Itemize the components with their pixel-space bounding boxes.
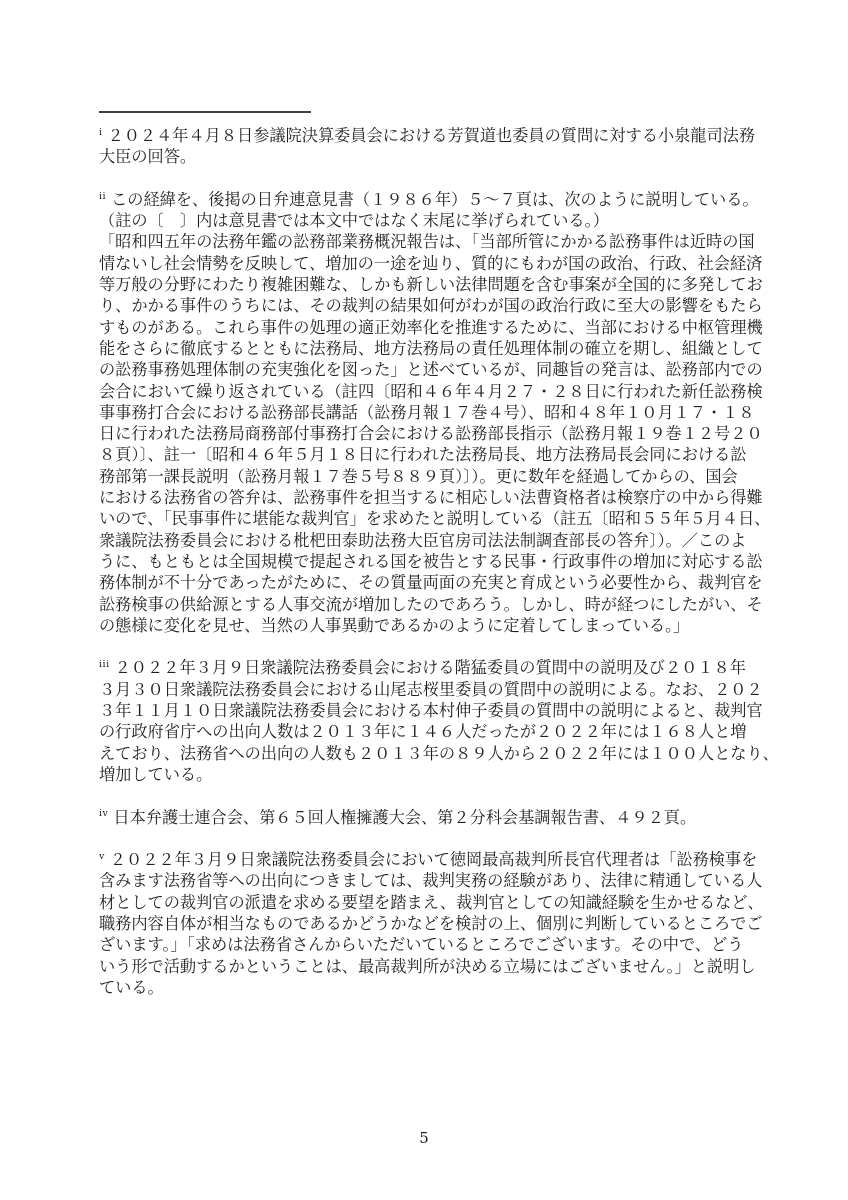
footnote-marker: iv xyxy=(99,808,109,820)
footnote-ii-line: の態様に変化を見せ、当然の人事異動であるかのように定着してしまっている。」 xyxy=(99,615,690,635)
footnote-i-line xyxy=(99,125,771,146)
footnote-v-line: ざいます。」「求めは法務省さんからいただいているところでございます。その中で、どう xyxy=(99,935,744,955)
footnote-marker: iii xyxy=(99,659,110,671)
footnotes-container xyxy=(99,125,779,998)
footnote-marker: i xyxy=(99,126,103,138)
footnote-ii-line: 能をさらに徹底するとともに法務局、地方法務局の責任処理体制の確立を期し、組織として xyxy=(99,338,763,358)
footnote-ii-line: うに、もともとは全国規模で提起される国を被告とする民事・行政事件の増加に対応する訟 xyxy=(99,551,763,571)
footnote-v-line: 職務内容自体が相当なものであるかどうかなどを検討の上、個別に判断しているところでご xyxy=(99,913,763,933)
footnote-ii-line: 衆議院法務委員会における枇杷田泰助法務大臣官房司法法制調査部長の答弁〕）。／このよ xyxy=(99,530,747,550)
footnote-text: ２０２２年３月９日衆議院法務委員会において徳岡最高裁判所長官代理者は「訟務検事を xyxy=(109,850,758,870)
footnote-ii-line: すものがある。これら事件の処理の適正効率化を推進するために、当部における中枢管理機 xyxy=(99,317,763,337)
footnote-ii-line: 事事務打合会における訟務部長講話（訟務月報１７巻４号）、昭和４８年１０月１７・１８ xyxy=(99,402,755,422)
footnote-v-line: いう形で活動するかということは、最高裁判所が決める立場にはございません。」と説明し xyxy=(99,956,756,976)
footnote-separator-rule xyxy=(99,111,311,113)
footnote-ii-line: 情ないし社会情勢を反映して、増加の一途を辿り、質的にもわが国の政治、行政、社会経済 xyxy=(99,253,763,273)
footnote-iii-line: ３月３０日衆議院法務委員会における山尾志桜里委員の質問中の説明による。なお、２０２ xyxy=(99,679,763,699)
page-number: 5 xyxy=(419,1129,429,1147)
footnote-ii-line: 訟務検事の供給源とする人事交流が増加したのであろう。しかし、時が経つにしたがい、そ xyxy=(99,594,763,614)
footnote-v-line: 含みます法務省等への出向につきましては、裁判実務の経験があり、法律に精通している人 xyxy=(99,871,763,891)
footnote-ii-line: の訟務事務処理体制の充実強化を図った」と述べているが、同趣旨の発言は、訟務部内での xyxy=(99,360,763,380)
footnote-gap xyxy=(99,828,771,849)
footnote-i-line: 大臣の回答。 xyxy=(99,147,197,167)
footnote-ii-line: 等万般の分野にわたり複雑困難な、しかも新しい法律問題を含む事案が全国的に多発してお xyxy=(99,275,763,295)
footnote-gap xyxy=(99,785,771,806)
footnote-iii-line: えており、法務省への出向の人数も２０１３年の８９人から２０２２年には１００人となり、 xyxy=(99,743,779,763)
footnote-gap xyxy=(99,636,771,657)
footnote-iii-line: ３年１１月１０日衆議院法務委員会における本村伸子委員の質問中の説明によると、裁判官 xyxy=(99,701,763,721)
footnote-text: 日本弁護士連合会、第６５回人権擁護大会、第２分科会基調報告書、４９２頁。 xyxy=(113,807,697,827)
footnote-iii-line xyxy=(99,657,771,678)
footnote-iii-line: 増加している。 xyxy=(99,764,213,784)
footnote-gap xyxy=(99,168,771,189)
footnote-ii-line: り、かかる事件のうちには、その裁判の結果如何がわが国の政治行政に至大の影響をもたら xyxy=(99,296,763,316)
footnote-ii-line: （註の〔 〕内は意見書では本文中ではなく末尾に挙げられている。） xyxy=(99,211,609,231)
footnote-ii-line: 日に行われた法務局商務部付事務打合会における訟務部長指示（訟務月報１９巻１２号２０ xyxy=(99,424,763,444)
footnote-v-line: 材としての裁判官の派遣を求める要望を踏まえ、裁判官としての知識経験を生かせるなど、 xyxy=(99,892,764,912)
footnote-ii-line: 「昭和四五年の法務年鑑の訟務部業務概況報告は、「当部所管にかかる訟務事件は近時の国 xyxy=(99,232,755,252)
footnote-v-line: ている。 xyxy=(99,977,164,997)
footnote-text: ２０２４年４月８日参議院決算委員会における芳賀道也委員の質問に対する小泉龍司法務 xyxy=(107,126,756,145)
footnote-v-line xyxy=(99,849,771,870)
footnote-ii-line: 会合において繰り返されている（註四〔昭和４６年４月２７・２８日に行われた新任訟務検 xyxy=(99,381,763,401)
footnote-ii-line: 務体制が不十分であったがために、その質量両面の充実と育成という必要性から、裁判官を xyxy=(99,573,763,593)
footnote-ii-line: 務部第一課長説明（訟務月報１７巻５号８８９頁）〕）。更に数年を経過してからの、国会 xyxy=(99,466,738,486)
footnote-ii-line: いので、「民事事件に堪能な裁判官」を求めたと説明している（註五〔昭和５５年５月４日、 xyxy=(99,509,771,529)
footnote-ii-line xyxy=(99,189,771,210)
footnote-ii-line: における法務省の答弁は、訟務事件を担当するに相応しい法曹資格者は検察庁の中から得難 xyxy=(99,488,763,508)
footnote-iv-line xyxy=(99,807,771,828)
footnote-text: ２０２２年３月９日衆議院法務委員会における階猛委員の質問中の説明及び２０１８年 xyxy=(114,658,746,678)
footnote-marker: v xyxy=(99,850,105,862)
footnote-text: この経緯を、後掲の日弁連意見書（１９８６年）５～７頁は、次のように説明している。 xyxy=(111,189,759,209)
footnote-ii-line: ８頁）〕、註一〔昭和４６年５月１８日に行われた法務局長、地方法務局長会同における訟 xyxy=(99,445,747,465)
footnote-iii-line: の行政府省庁への出向人数は２０１３年に１４６人だったが２０２２年には１６８人と増 xyxy=(99,722,747,742)
footnote-marker: ii xyxy=(99,190,107,202)
